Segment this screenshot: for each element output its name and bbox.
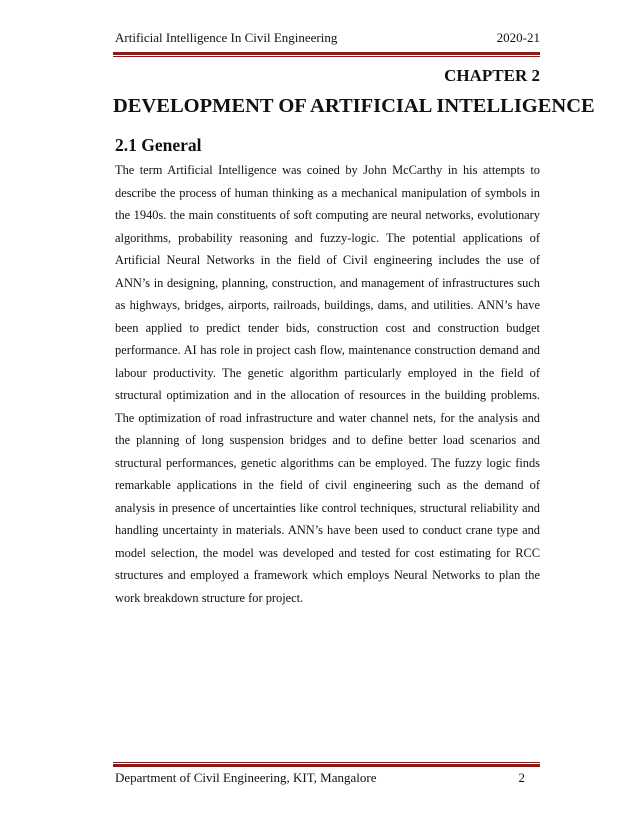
section-heading: 2.1 General (115, 135, 202, 155)
header-rule-thin (113, 56, 540, 57)
header-year: 2020-21 (496, 30, 540, 45)
chapter-label: CHAPTER 2 (444, 66, 540, 85)
page-header (115, 30, 540, 46)
page-footer (115, 770, 525, 786)
body-paragraph: The term Artificial Intelligence was coined by John McCarthy in his attempts to describe the process of human thinking as a mechanical manipulation of symbols in the 1940s. the main constituents of soft computing are neural networks, evolutionary algorithms, probability reasoning and fuzzy-logic. The potential applications of Artificial Neural Networks in the field of Civil engineering includes the use of ANN’s in designing, planning, construction, and management of infrastructures such as highways, bridges, airports, railroads, buildings, dams, and utilities. ANN’s have been applied to predict tender bids, construction cost and construction budget performance. AI has role in project cash flow, maintenance construction demand and labour productivity. The genetic algorithm particularly employed in the field of structural optimization and in the allocation of resources in the building problems. The optimization of road infrastructure and water channel nets, for the analysis and the planning of long suspension bridges and to define better load scenarios and structural performances, genetic algorithms can be employed. The fuzzy logic finds remarkable applications in the field of civil engineering such as the demand of analysis in presence of uncertainties like control techniques, structural reliability and handling uncertainty in materials. ANN’s have been used to conduct crane type and model selection, the model was developed and tested for cost estimating for RCC structures and employed a framework which employs Neural Networks to plan the work breakdown structure for project. (115, 163, 540, 605)
page-number: 2 (518, 770, 525, 785)
footer-rule (113, 764, 540, 767)
header-title: Artificial Intelligence In Civil Engineering (115, 30, 338, 45)
footer-department: Department of Civil Engineering, KIT, Mangalore (115, 770, 377, 785)
header-rule (113, 52, 540, 55)
footer-rule-thin (113, 762, 540, 763)
chapter-title: DEVELOPMENT OF ARTIFICIAL INTELLIGENCE (113, 95, 595, 117)
